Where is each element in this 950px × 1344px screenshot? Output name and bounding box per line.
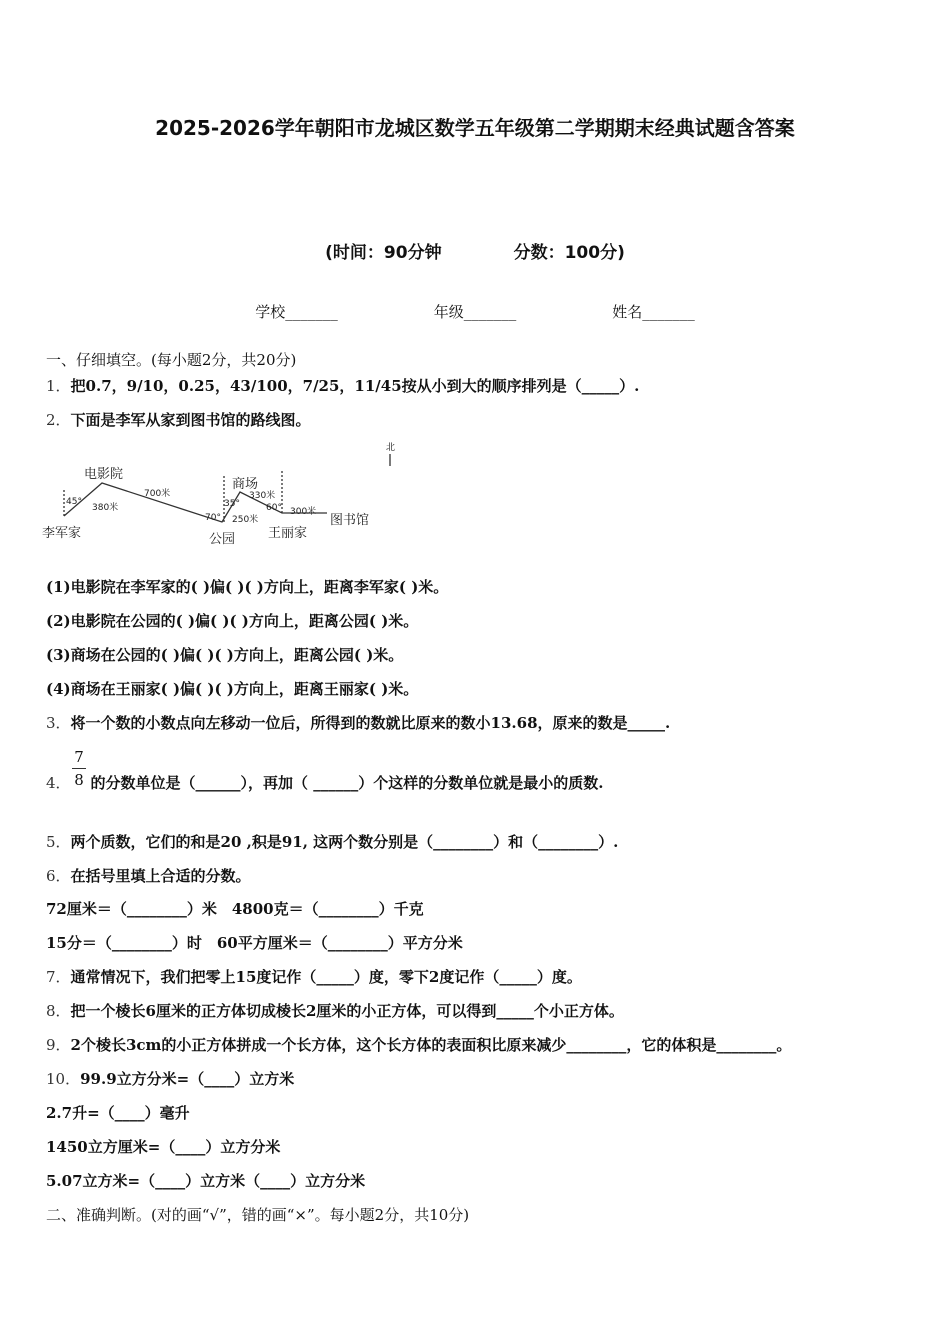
angle-label: 60° [266, 503, 282, 513]
distance-label: 300米 [290, 507, 317, 517]
question-7 [46, 967, 582, 987]
question-10-line: 2.7升=（____）毫升 [46, 1104, 190, 1122]
question-number: 4． [46, 774, 71, 792]
question-text: 的分数单位是（______），再加（ ______）个这样的分数单位就是最小的质数. [90, 774, 604, 792]
place-label: 商场 [232, 477, 259, 492]
distance-label: 380米 [92, 503, 119, 513]
question-10-line: 1450立方厘米=（____）立方分米 [46, 1138, 281, 1156]
question-number: 9． [46, 1036, 71, 1054]
distance-label: 700米 [144, 489, 171, 499]
route-diagram [42, 438, 396, 548]
sub-question-1: (1)电影院在李军家的( )偏( )( )方向上，距离李军家( )米。 [46, 578, 449, 596]
question-8 [46, 1001, 624, 1021]
sub-question-4: (4)商场在王丽家( )偏( )( )方向上，距离王丽家( )米。 [46, 680, 419, 698]
page-title: 2025-2026学年朝阳市龙城区数学五年级第二学期期末经典试题含答案 [155, 116, 795, 140]
question-text: 下面是李军从家到图书馆的路线图。 [70, 411, 311, 429]
distance-label: 330米 [249, 491, 276, 501]
section-2-heading: 二、准确判断。(对的画“√”，错的画“×”。每小题2分，共10分) [46, 1206, 470, 1224]
question-6 [46, 866, 251, 886]
question-number: 2． [46, 411, 71, 429]
question-9 [46, 1035, 791, 1055]
question-text: 在括号里填上合适的分数。 [70, 867, 251, 885]
school-field: 学校_______ [255, 303, 338, 321]
question-text: 把一个棱长6厘米的正方体切成棱长2厘米的小正方体，可以得到_____个小正方体。 [70, 1002, 624, 1020]
place-label: 公园 [209, 532, 236, 547]
question-1 [46, 376, 639, 396]
fraction-7-8 [72, 748, 86, 789]
question-number: 5． [46, 833, 71, 851]
angle-label: 45° [66, 497, 82, 507]
question-2 [46, 410, 311, 430]
place-label: 电影院 [84, 467, 124, 482]
angle-label: 35° [224, 499, 240, 509]
question-6-line: 72厘米＝（________）米 4800克＝（________）千克 [46, 900, 424, 918]
sub-question-2: (2)电影院在公园的( )偏( )( )方向上，距离公园( )米。 [46, 612, 419, 630]
exam-info [0, 238, 950, 263]
question-3 [46, 713, 670, 733]
question-number: 10． [46, 1070, 81, 1088]
time-info: (时间：90分钟 [325, 243, 442, 263]
distance-label: 250米 [232, 515, 259, 525]
question-text: 把0.7，9/10，0.25，43/100，7/25，11/45按从小到大的顺序排列是（_____）. [70, 377, 640, 395]
numerator: 7 [74, 748, 84, 766]
question-text: 通常情况下，我们把零上15度记作（_____）度，零下2度记作（_____）度。 [70, 968, 582, 986]
grade-field: 年级_______ [433, 303, 517, 321]
question-10-line: 5.07立方米=（____）立方米（____）立方分米 [46, 1172, 366, 1190]
question-10 [46, 1069, 294, 1089]
question-number: 8． [46, 1002, 71, 1020]
question-text: 将一个数的小数点向左移动一位后，所得到的数就比原来的数小13.68，原来的数是_____. [70, 714, 671, 732]
score-info: 分数：100分) [513, 243, 625, 263]
sub-question-3: (3)商场在公园的( )偏( )( )方向上，距离公园( )米。 [46, 646, 404, 664]
question-number: 7． [46, 968, 71, 986]
north-label: 北 [386, 443, 396, 453]
name-field: 姓名_______ [612, 303, 695, 321]
question-number: 1． [46, 377, 71, 395]
place-label: 李军家 [42, 526, 82, 541]
question-number: 3． [46, 714, 71, 732]
question-text: 两个质数，它们的和是20 ,积是91, 这两个数分别是（________）和（________）. [70, 833, 619, 851]
question-4 [46, 773, 604, 793]
denominator: 8 [74, 771, 84, 789]
student-fields [0, 301, 950, 322]
section-1-heading: 一、仔细填空。(每小题2分，共20分) [46, 351, 297, 369]
place-label: 王丽家 [268, 526, 308, 541]
question-5 [46, 832, 618, 852]
question-6-line: 15分＝（________）时 60平方厘米＝（________）平方分米 [46, 934, 463, 952]
angle-label: 70° [205, 513, 221, 523]
question-text: 2个棱长3cm的小正方体拼成一个长方体，这个长方体的表面积比原来减少________，它的体积是________。 [70, 1036, 792, 1054]
place-label: 图书馆 [330, 513, 370, 528]
question-text: 99.9立方分米=（____）立方米 [80, 1070, 295, 1088]
question-number: 6． [46, 867, 71, 885]
